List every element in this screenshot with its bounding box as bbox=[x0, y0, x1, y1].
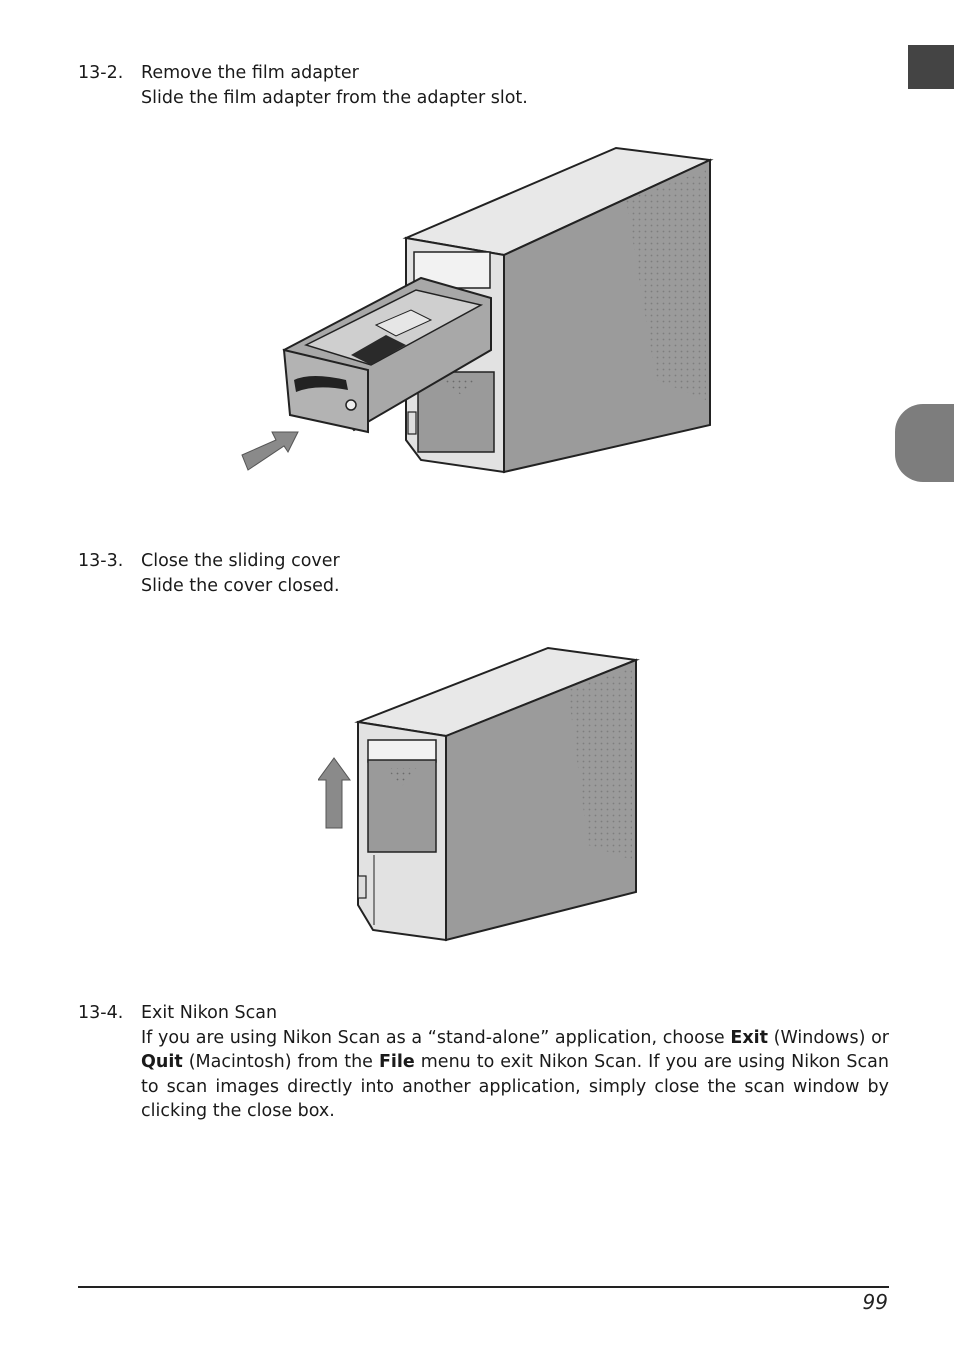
body-text: (Macintosh) from the bbox=[182, 1052, 379, 1072]
menu-term-file: File bbox=[378, 1052, 415, 1072]
step-body: Slide the cover closed. bbox=[141, 575, 340, 596]
page-number: 99 bbox=[862, 1290, 888, 1314]
step-title: Remove the film adapter bbox=[141, 63, 359, 83]
step-body: Slide the film adapter from the adapter slot. bbox=[141, 87, 528, 108]
scanner-close-cover-illustration bbox=[318, 640, 644, 946]
step-title: Close the sliding cover bbox=[141, 551, 340, 571]
body-text: If you are using Nikon Scan as a “stand-alone” application, choose bbox=[141, 1027, 731, 1048]
chapter-tab-dark bbox=[908, 45, 954, 89]
footer-rule bbox=[78, 1286, 889, 1288]
step-title: Exit Nikon Scan bbox=[141, 1003, 278, 1023]
step-number: 13-3. bbox=[78, 551, 124, 571]
step-number: 13-2. bbox=[78, 63, 124, 83]
menu-term-exit: Exit bbox=[730, 1027, 768, 1048]
body-text: menu to exit Nikon Scan. If you are using Nikon Scan to scan images directly into another application, simply close the scan window by clicking the close box. bbox=[141, 1052, 889, 1121]
step-number: 13-4. bbox=[78, 1003, 124, 1023]
body-text: (Windows) or bbox=[767, 1027, 889, 1048]
scanner-remove-adapter-illustration bbox=[236, 140, 720, 480]
step-body bbox=[141, 1026, 889, 1124]
menu-term-quit: Quit bbox=[141, 1052, 183, 1072]
chapter-tab-rounded bbox=[895, 404, 954, 482]
